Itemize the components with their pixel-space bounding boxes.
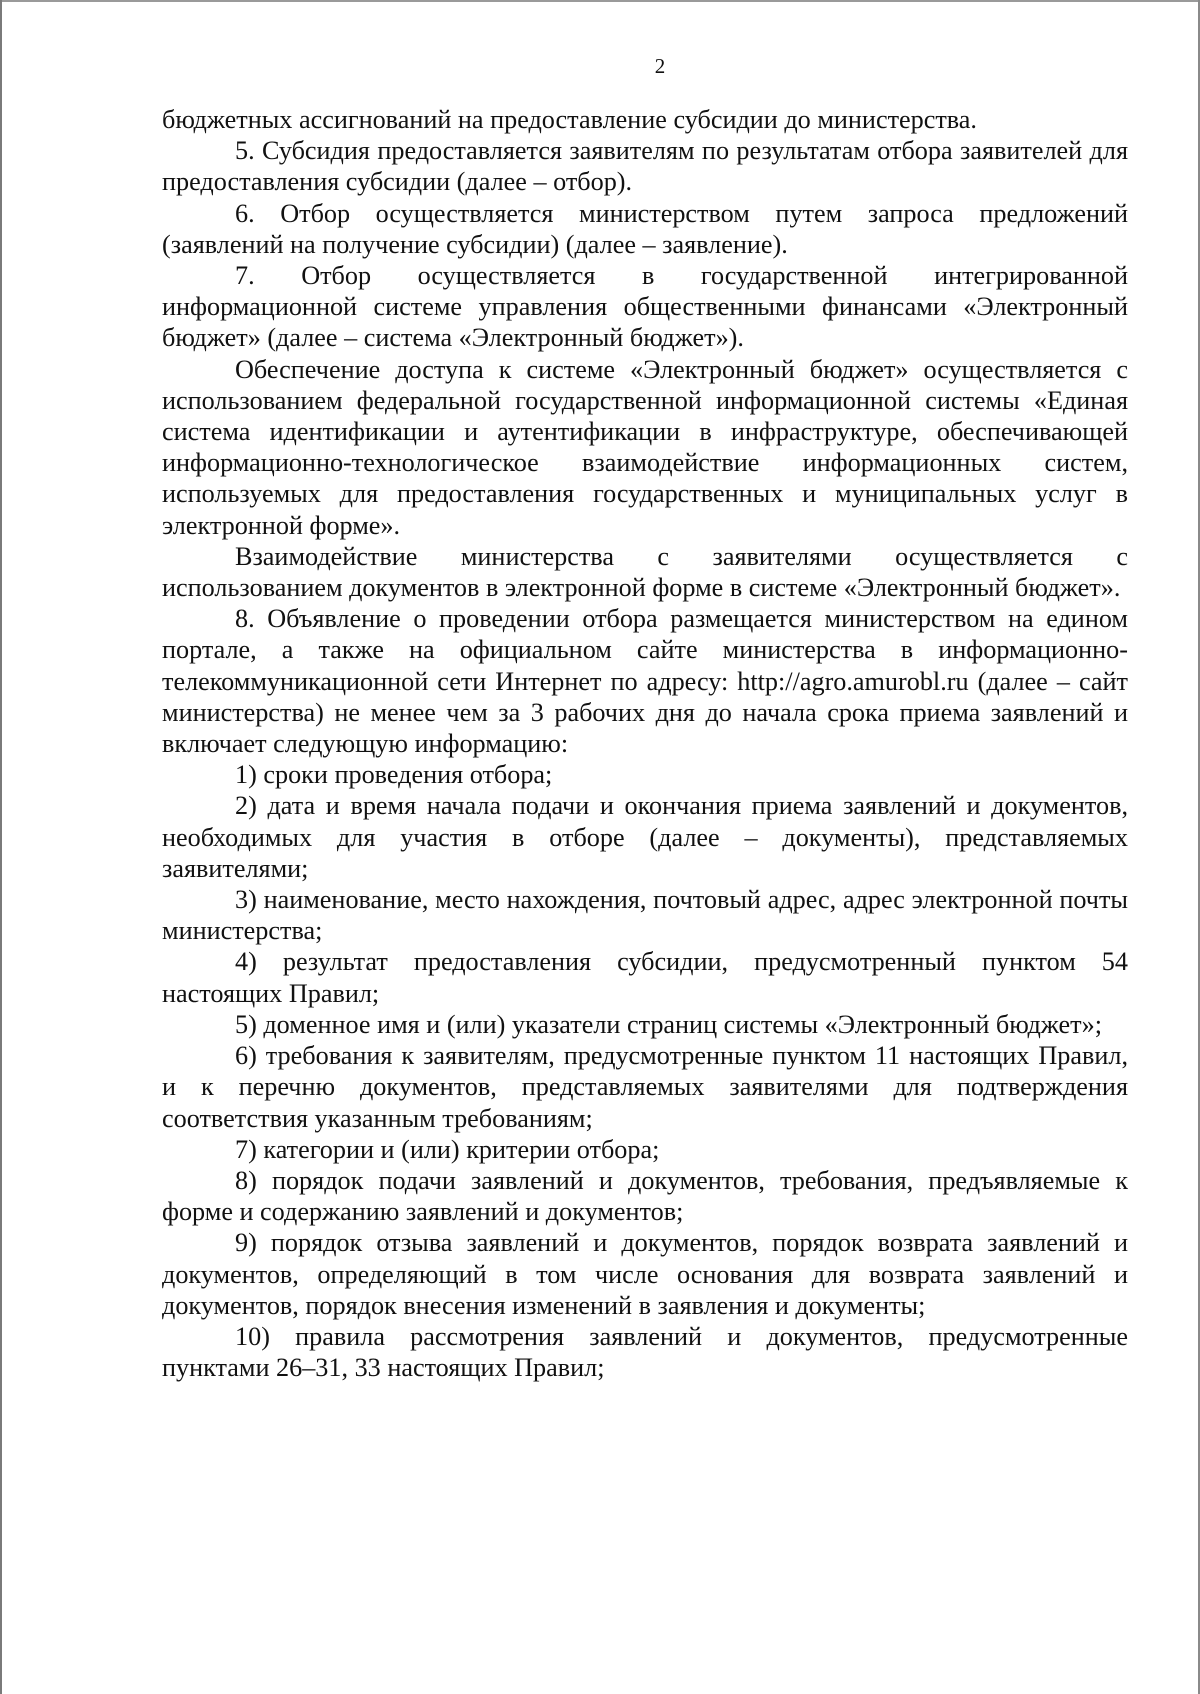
paragraph-item-5: 5. Субсидия предоставляется заявителям по результатам отбора заявителей для предоставления субсидии (далее – отбор). <box>162 136 1128 197</box>
list-item-9: 9) порядок отзыва заявлений и документов, порядок возврата заявлений и документов, определяющий в том числе основания для возврата заявлений и документов, порядок внесения изменений в заявления и документы; <box>162 1228 1128 1320</box>
list-item-7: 7) категории и (или) критерии отбора; <box>235 1134 660 1164</box>
scan-edge-left <box>0 0 2 1694</box>
list-item-4: 4) результат предоставления субсидии, предусмотренный пунктом 54 настоящих Правил; <box>162 947 1128 1008</box>
list-item-8: 8) порядок подачи заявлений и документов, требования, предъявляемые к форме и содержанию заявлений и документов; <box>162 1165 1128 1227</box>
paragraph-item-7: 7. Отбор осуществляется в государственной интегрированной информационной системе управления общественными финансами «Электронный бюджет» (далее – система «Электронный бюджет»). <box>162 261 1128 353</box>
scan-edge-top <box>0 0 1200 2</box>
list-item-5: 5) доменное имя и (или) указатели страниц системы «Электронный бюджет»; <box>235 1009 1102 1039</box>
paragraph-item-6: 6. Отбор осуществляется министерством путем запроса предложений (заявлений на получение субсидии) (далее – заявление). <box>162 198 1128 259</box>
paragraph-interaction: Взаимодействие министерства с заявителями осуществляется с использованием документов в электронной форме в системе «Электронный бюджет». <box>162 541 1128 603</box>
list-item-3: 3) наименование, место нахождения, почтовый адрес, адрес электронной почты министерства; <box>162 885 1128 946</box>
document-body <box>162 104 1128 1383</box>
paragraph-access-provision: Обеспечение доступа к системе «Электронный бюджет» осуществляется с использованием федеральной государственной информационной системы «Единая система идентификации и аутентификации в инфраструктуре, обеспечивающей информационно-технологическое взаимодействие информационных систем, используемых для предоставления государственных и муниципальных услуг в электронной форме». <box>162 354 1128 540</box>
list-item-2: 2) дата и время начала подачи и окончания приема заявлений и документов, необходимых для участия в отборе (далее – документы), представляемых заявителями; <box>162 791 1128 883</box>
page-number: 2 <box>654 54 666 78</box>
list-item-10: 10) правила рассмотрения заявлений и документов, предусмотренные пунктами 26–31, 33 настоящих Правил; <box>162 1321 1128 1383</box>
paragraph-budget-allocations: бюджетных ассигнований на предоставление субсидии до министерства. <box>162 105 977 134</box>
paragraph-item-8: 8. Объявление о проведении отбора размещается министерством на едином портале, а также на официальном сайте министерства в информационно-телекоммуникационной сети Интернет по адресу: http://agro.amurobl.ru (далее – сайт министерства) не менее чем за 3 рабочих дня до начала срока приема заявлений и включает следующую информацию: <box>162 604 1128 759</box>
list-item-1: 1) сроки проведения отбора; <box>235 760 553 790</box>
list-item-6: 6) требования к заявителям, предусмотренные пунктом 11 настоящих Правил, и к перечню документов, представляемых заявителями для подтверждения соответствия указанным требованиям; <box>162 1041 1128 1133</box>
